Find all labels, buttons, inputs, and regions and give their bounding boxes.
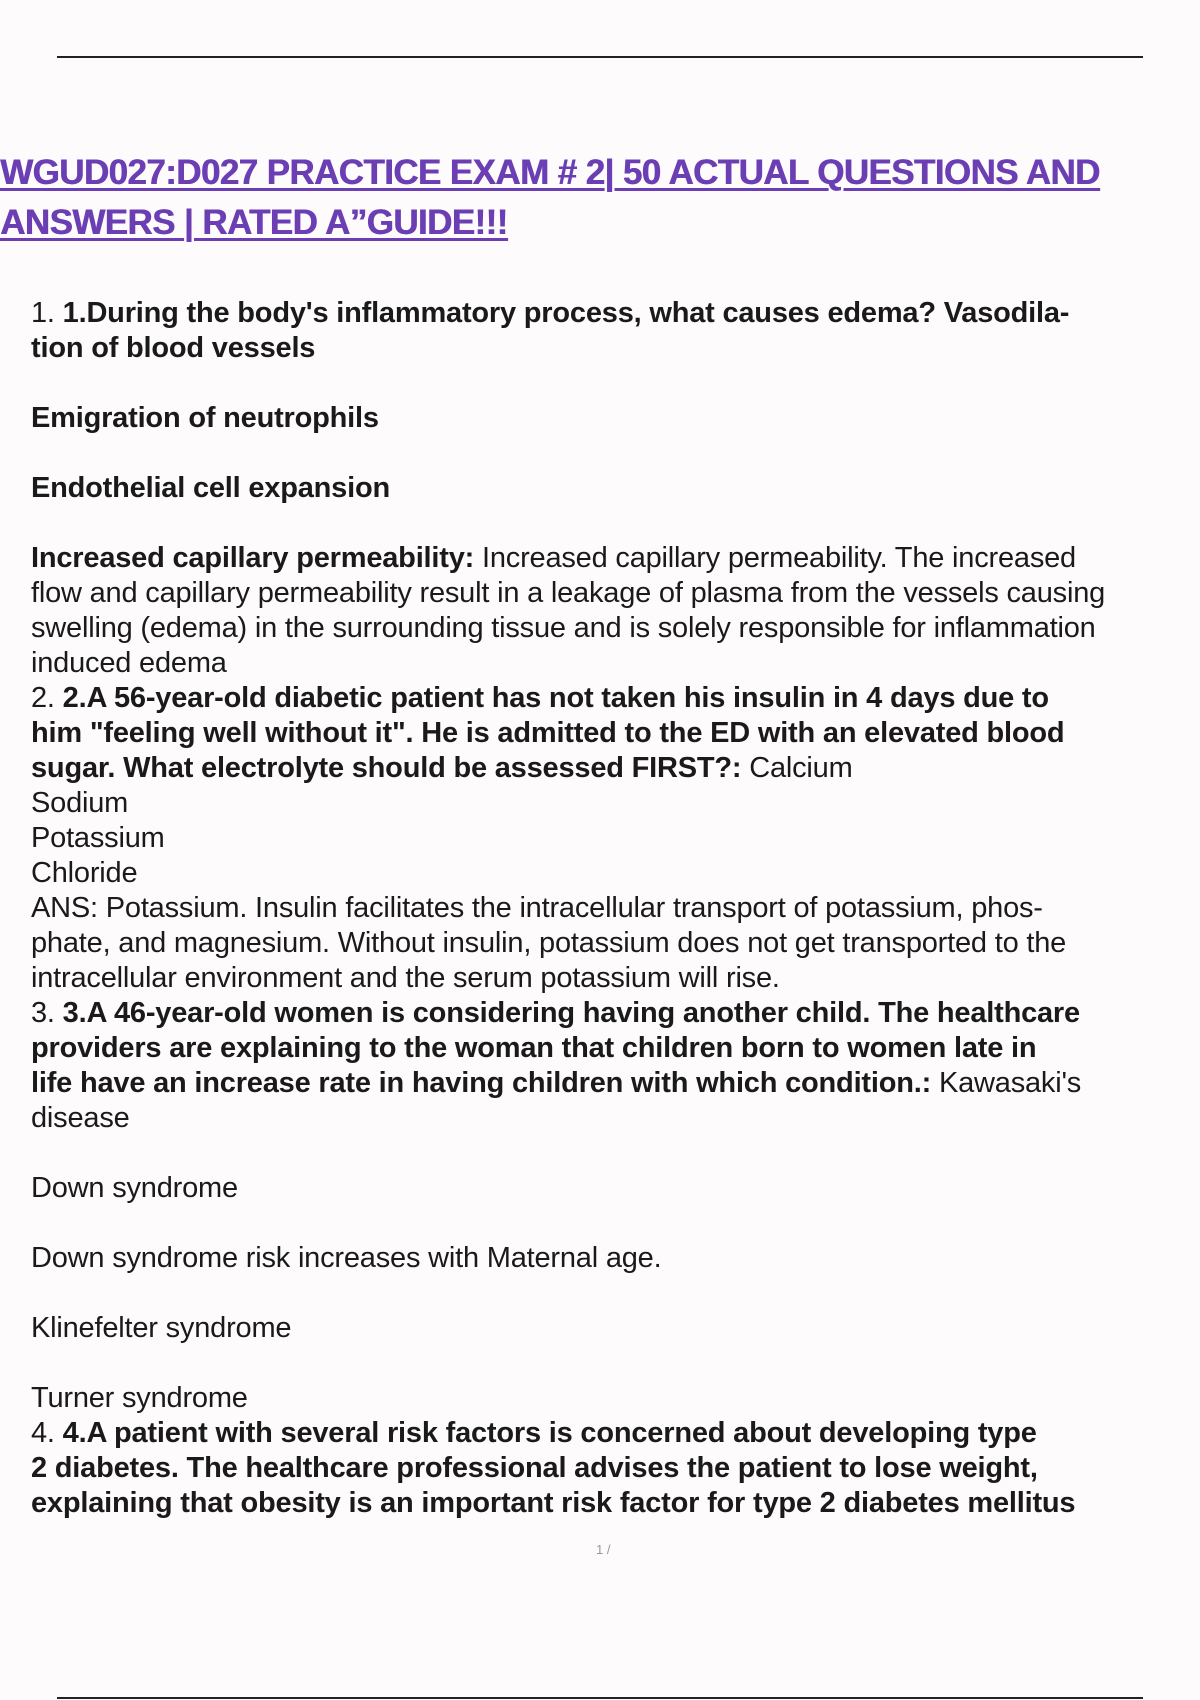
question-2-answer: phate, and magnesium. Without insulin, potassium does not get transported to the — [31, 927, 1067, 959]
question-2-line: 2. 2.A 56-year-old diabetic patient has not taken his insulin in 4 days due to — [31, 682, 1049, 714]
question-3-explanation: Down syndrome risk increases with Maternal age. — [31, 1242, 662, 1274]
question-3-option: Turner syndrome — [31, 1382, 248, 1414]
question-2-option: Potassium — [31, 822, 165, 854]
question-3-option: Down syndrome — [31, 1172, 238, 1204]
question-3-option: disease — [31, 1102, 130, 1134]
question-2-answer: ANS: Potassium. Insulin facilitates the intracellular transport of potassium, phos- — [31, 892, 1043, 924]
question-4-line: explaining that obesity is an important risk factor for type 2 diabetes mellitus — [31, 1487, 1076, 1519]
title-line-1: WGUD027:D027 PRACTICE EXAM # 2| 50 ACTUAL QUESTIONS AND — [0, 153, 1100, 192]
question-1-line: 1. 1.During the body's inflammatory process, what causes edema? Vasodila- — [31, 297, 1070, 329]
header-rule — [57, 56, 1143, 58]
question-1-answer: induced edema — [31, 647, 227, 679]
question-2-line: sugar. What electrolyte should be assessed FIRST?: Calcium — [31, 752, 853, 784]
question-3-line: providers are explaining to the woman that children born to women late in — [31, 1032, 1037, 1064]
question-4-line: 4. 4.A patient with several risk factors is concerned about developing type — [31, 1417, 1037, 1449]
question-1-answer: swelling (edema) in the surrounding tissue and is solely responsible for inflammation — [31, 612, 1096, 644]
question-1-line: tion of blood vessels — [31, 332, 316, 364]
question-1-answer: Increased capillary permeability: Increased capillary permeability. The increased — [31, 542, 1076, 574]
question-1-answer: flow and capillary permeability result in a leakage of plasma from the vessels causing — [31, 577, 1106, 609]
footer-rule — [57, 1697, 1143, 1699]
question-2-line: him "feeling well without it". He is admitted to the ED with an elevated blood — [31, 717, 1065, 749]
question-1-option: Endothelial cell expansion — [31, 472, 390, 504]
question-2-option: Chloride — [31, 857, 138, 889]
title-line-2: ANSWERS | RATED A”GUIDE!!! — [0, 203, 508, 242]
question-3-line: 3. 3.A 46-year-old women is considering having another child. The healthcare — [31, 997, 1080, 1029]
question-3-option: Klinefelter syndrome — [31, 1312, 292, 1344]
page-number: 1 / — [596, 1542, 611, 1557]
document-body — [31, 296, 1200, 1521]
question-2-option: Sodium — [31, 787, 129, 819]
question-4-line: 2 diabetes. The healthcare professional advises the patient to lose weight, — [31, 1452, 1038, 1484]
document-title — [0, 148, 1200, 248]
question-1-option: Emigration of neutrophils — [31, 402, 379, 434]
question-2-answer: intracellular environment and the serum potassium will rise. — [31, 962, 780, 994]
question-3-line: life have an increase rate in having children with which condition.: Kawasaki's — [31, 1067, 1082, 1099]
